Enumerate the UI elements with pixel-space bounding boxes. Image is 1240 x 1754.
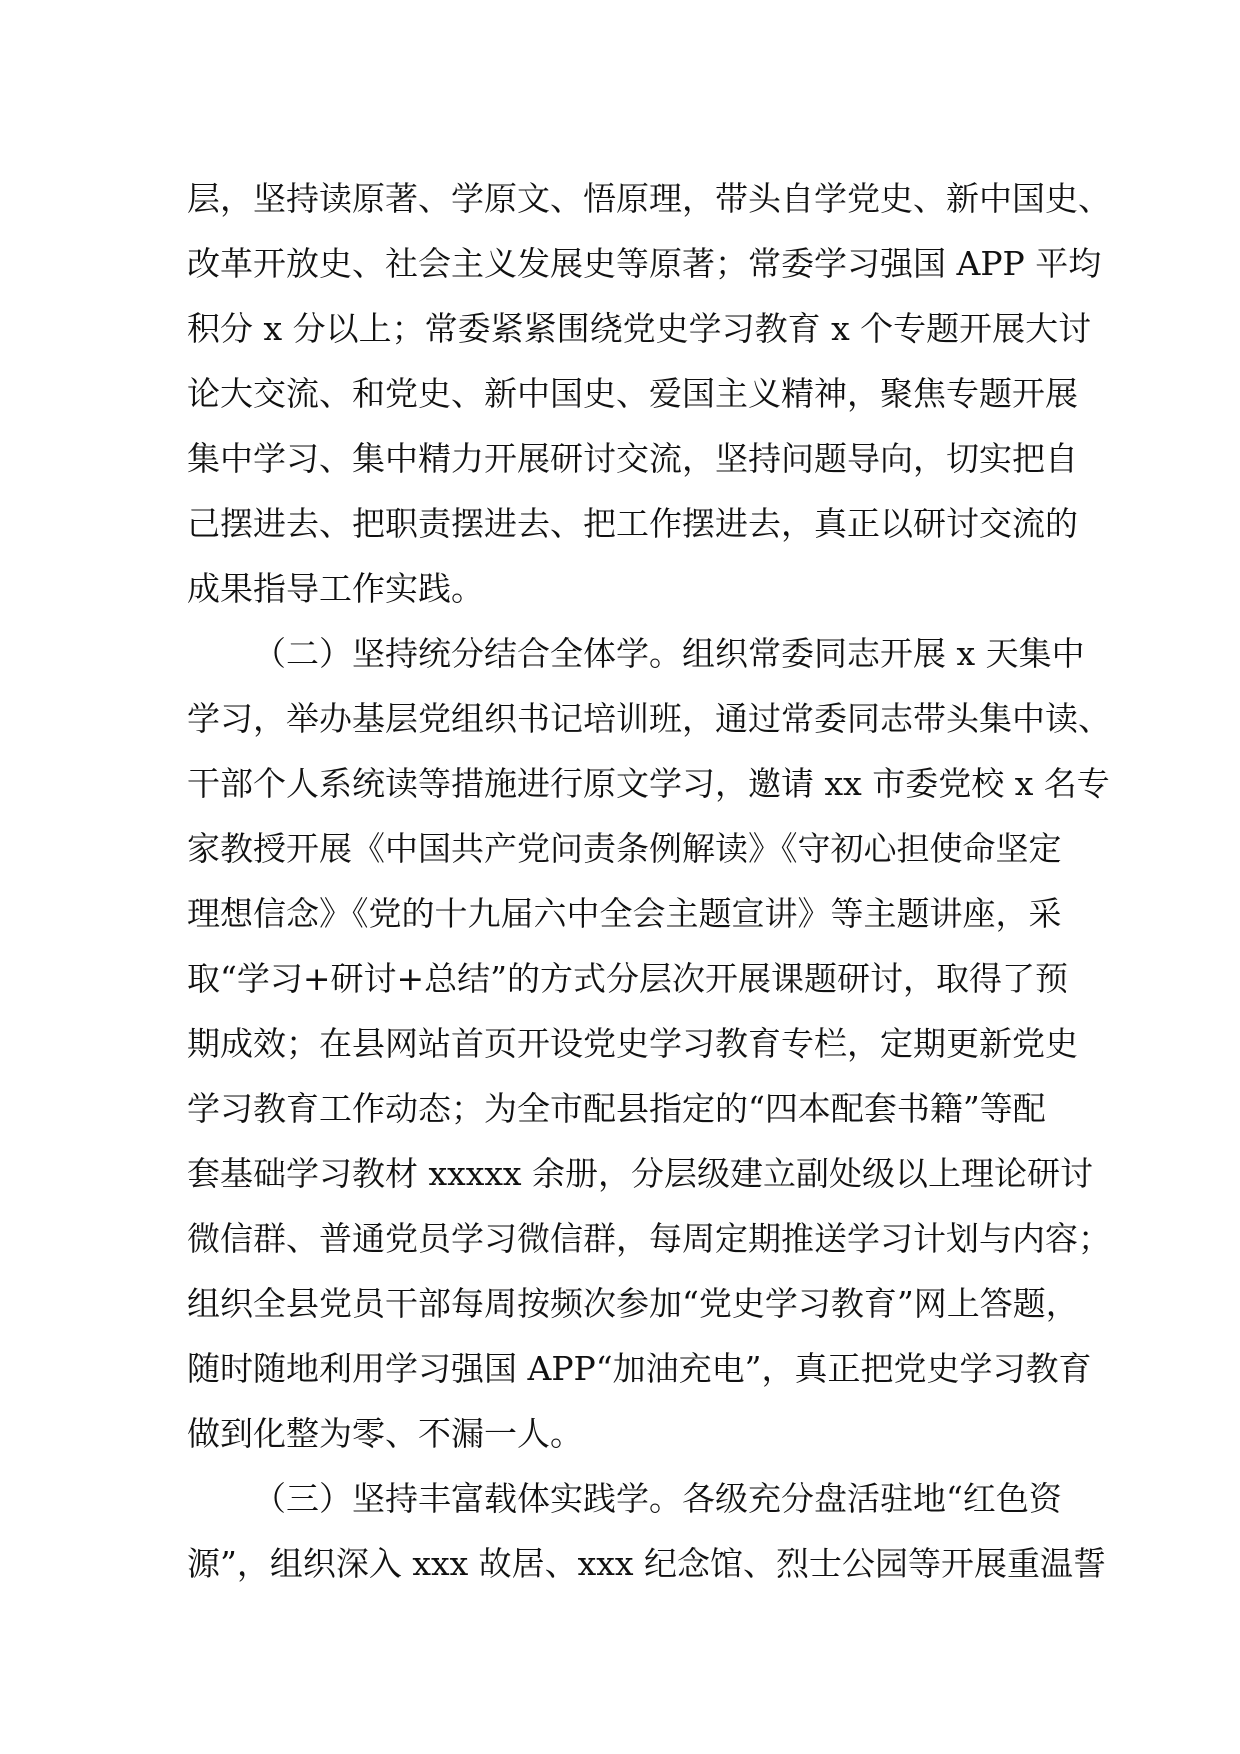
- text-line-1: 层，坚持读原著、学原文、悟原理，带头自学党史、新中国史、: [187, 179, 1111, 218]
- text-line-5: 集中学习、集中精力开展研讨交流，坚持问题导向，切实把自: [187, 439, 1078, 478]
- text-line-13: 取“学习+研讨+总结”的方式分层次开展课题研讨，取得了预: [187, 959, 1069, 998]
- text-line-16: 套基础学习教材 xxxxx 余册，分层级建立副处级以上理论研讨: [187, 1154, 1094, 1193]
- section-3-heading-line: （三）坚持丰富载体实践学。各级充分盘活驻地“红色资: [253, 1479, 1062, 1518]
- text-line-6: 己摆进去、把职责摆进去、把工作摆进去，真正以研讨交流的: [187, 504, 1078, 543]
- text-line-4: 论大交流、和党史、新中国史、爱国主义精神，聚焦专题开展: [187, 374, 1078, 413]
- text-line-2: 改革开放史、社会主义发展史等原著；常委学习强国 APP 平均: [187, 244, 1102, 283]
- text-line-18: 组织全县党员干部每周按频次参加“党史学习教育”网上答题，: [187, 1284, 1079, 1323]
- text-line-20: 做到化整为零、不漏一人。: [187, 1414, 583, 1453]
- text-line-14: 期成效；在县网站首页开设党史学习教育专栏，定期更新党史: [187, 1024, 1078, 1063]
- text-line-10: 干部个人系统读等措施进行原文学习，邀请 xx 市委党校 x 名专: [187, 764, 1110, 803]
- body-text: [187, 166, 1111, 1596]
- text-line-9: 学习，举办基层党组织书记培训班，通过常委同志带头集中读、: [187, 699, 1111, 738]
- text-line-19: 随时随地利用学习强国 APP“加油充电”，真正把党史学习教育: [187, 1349, 1092, 1388]
- text-line-11: 家教授开展《中国共产党问责条例解读》《守初心担使命坚定: [187, 829, 1062, 868]
- text-line-22: 源”，组织深入 xxx 故居、xxx 纪念馆、烈士公园等开展重温誓: [187, 1544, 1107, 1583]
- text-line-15: 学习教育工作动态；为全市配县指定的“四本配套书籍”等配: [187, 1089, 1046, 1128]
- text-line-7: 成果指导工作实践。: [187, 569, 484, 608]
- text-line-3: 积分 x 分以上；常委紧紧围绕党史学习教育 x 个专题开展大讨: [187, 309, 1092, 348]
- text-line-12: 理想信念》《党的十九届六中全会主题宣讲》等主题讲座，采: [187, 894, 1062, 933]
- section-2-heading-line: （二）坚持统分结合全体学。组织常委同志开展 x 天集中: [253, 634, 1085, 673]
- text-line-17: 微信群、普通党员学习微信群，每周定期推送学习计划与内容；: [187, 1219, 1111, 1258]
